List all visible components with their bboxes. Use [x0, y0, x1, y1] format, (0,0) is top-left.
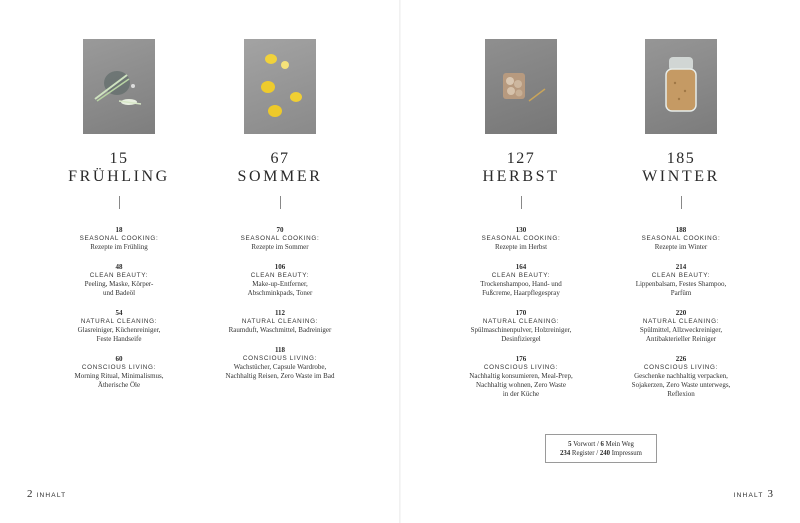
infobox-line-2 [546, 449, 656, 458]
entry-page-number: 60 [115, 355, 123, 363]
page-gutter [399, 0, 401, 523]
entry-category: NATURAL CLEANING: [482, 318, 560, 325]
entry-page-number: 112 [274, 309, 286, 317]
entry-description: Wachstücher, Capsule Wardrobe, Nachhaltig Reisen, Zero Waste im Bad [225, 363, 335, 380]
entry-description: Trockenshampoo, Hand- und Fußcreme, Haarpflegespray [480, 280, 562, 297]
vorwort-page[interactable]: 5 [568, 441, 572, 448]
folio-right [734, 488, 773, 500]
entry-description: Rezepte im Sommer [251, 243, 309, 251]
entry-category: CONSCIOUS LIVING: [242, 355, 318, 362]
toc-entry[interactable] [606, 263, 756, 298]
toc-entry[interactable] [446, 226, 596, 252]
entry-description: Geschenke nachhaltig verpacken, Sojakerzen, Zero Waste unterwegs, Reflexion [631, 372, 731, 398]
spring-photo [83, 39, 155, 134]
entry-page-number: 48 [115, 263, 123, 271]
toc-entry[interactable] [44, 226, 194, 252]
entry-page-number: 220 [675, 309, 687, 317]
folio-left [27, 488, 66, 500]
entry-description: Make-up-Entferner, Abschminkpads, Toner [247, 280, 313, 297]
toc-entry[interactable] [606, 309, 756, 344]
entry-description: Nachhaltig konsumieren, Meal-Prep, Nachhaltig wohnen, Zero Waste in der Küche [469, 372, 573, 398]
toc-entry[interactable] [446, 309, 596, 344]
page-number: 3 [767, 488, 773, 500]
entry-description: Spülmittel, Allzweckreiniger, Antibakterieller Reiniger [639, 326, 723, 343]
entry-description: Rezepte im Winter [654, 243, 708, 251]
entry-page-number: 118 [274, 346, 286, 354]
season-title[interactable]: SOMMER [237, 168, 323, 185]
season-title[interactable]: WINTER [642, 168, 720, 185]
toc-entry[interactable] [205, 226, 355, 252]
season-title[interactable]: FRÜHLING [68, 168, 170, 185]
entry-description: Peeling, Maske, Körper- und Badeöl [84, 280, 154, 297]
toc-entry[interactable] [44, 355, 194, 390]
entry-page-number: 70 [276, 226, 284, 234]
entry-description: Glasreiniger, Küchenreiniger, Feste Handseife [77, 326, 161, 343]
toc-entry[interactable] [44, 309, 194, 344]
mein-weg-page[interactable]: 6 [600, 441, 604, 448]
season-start-page: 185 [666, 150, 696, 167]
vorwort-label: Vorwort / [571, 441, 601, 448]
divider [521, 196, 522, 209]
mushrooms-basket-icon [485, 39, 557, 134]
entry-category: SEASONAL COOKING: [481, 235, 561, 242]
season-column-autumn [446, 39, 596, 410]
entry-description: Spülmaschinenpulver, Holzreiniger, Desinfiziergel [470, 326, 572, 343]
entry-category: CONSCIOUS LIVING: [483, 364, 559, 371]
entry-category: NATURAL CLEANING: [241, 318, 319, 325]
entry-category: CLEAN BEAUTY: [250, 272, 310, 279]
entry-description: Rezepte im Frühling [90, 243, 148, 251]
entry-category: CLEAN BEAUTY: [89, 272, 149, 279]
entry-category: SEASONAL COOKING: [79, 235, 159, 242]
entry-page-number: 18 [115, 226, 123, 234]
entry-page-number: 188 [675, 226, 687, 234]
toc-entry[interactable] [446, 263, 596, 298]
front-back-matter-box [545, 434, 657, 463]
entry-category: SEASONAL COOKING: [641, 235, 721, 242]
entry-description: Raumduft, Waschmittel, Badreiniger [228, 326, 332, 334]
entry-category: CONSCIOUS LIVING: [81, 364, 157, 371]
season-column-summer [205, 39, 355, 392]
winter-photo [645, 39, 717, 134]
mein-weg-label: Mein Weg [603, 441, 634, 448]
season-start-page: 127 [506, 150, 536, 167]
toc-entry[interactable] [606, 226, 756, 252]
entry-page-number: 164 [515, 263, 527, 271]
spring-onion-bowl-icon [83, 39, 155, 134]
toc-entry[interactable] [205, 309, 355, 335]
impressum-page[interactable]: 240 [599, 450, 611, 457]
entry-page-number: 176 [515, 355, 527, 363]
entry-page-number: 226 [675, 355, 687, 363]
entry-description: Lippenbalsam, Festes Shampoo, Parfüm [635, 280, 727, 297]
divider [681, 196, 682, 209]
page-number: 2 [27, 488, 33, 500]
toc-entry[interactable] [44, 263, 194, 298]
entry-category: SEASONAL COOKING: [240, 235, 320, 242]
running-head: INHALT [733, 492, 764, 499]
entry-category: CONSCIOUS LIVING: [643, 364, 719, 371]
entry-description: Morning Ritual, Minimalismus, Ätherische Öle [74, 372, 164, 389]
entry-category: CLEAN BEAUTY: [491, 272, 551, 279]
summer-photo [244, 39, 316, 134]
toc-entry[interactable] [606, 355, 756, 399]
register-page[interactable]: 234 [560, 450, 571, 457]
season-column-spring [44, 39, 194, 401]
toc-entry[interactable] [205, 346, 355, 381]
season-column-winter [606, 39, 756, 410]
toc-entry[interactable] [446, 355, 596, 399]
entry-page-number: 130 [515, 226, 527, 234]
entry-category: NATURAL CLEANING: [80, 318, 158, 325]
toc-entry[interactable] [205, 263, 355, 298]
season-start-page: 67 [270, 150, 290, 167]
infobox-line-1 [546, 440, 656, 449]
running-head: INHALT [36, 492, 67, 499]
entry-category: NATURAL CLEANING: [642, 318, 720, 325]
entry-category: CLEAN BEAUTY: [651, 272, 711, 279]
entry-page-number: 106 [274, 263, 286, 271]
entry-page-number: 54 [115, 309, 123, 317]
autumn-photo [485, 39, 557, 134]
lemons-icon [244, 39, 316, 134]
impressum-label: Impressum [610, 450, 642, 457]
glass-jar-lentils-icon [645, 39, 717, 134]
entry-description: Rezepte im Herbst [494, 243, 548, 251]
register-label: Register / [570, 450, 600, 457]
season-title[interactable]: HERBST [482, 168, 560, 185]
entry-page-number: 214 [675, 263, 687, 271]
entry-page-number: 170 [515, 309, 527, 317]
season-start-page: 15 [109, 150, 129, 167]
divider [119, 196, 120, 209]
divider [280, 196, 281, 209]
